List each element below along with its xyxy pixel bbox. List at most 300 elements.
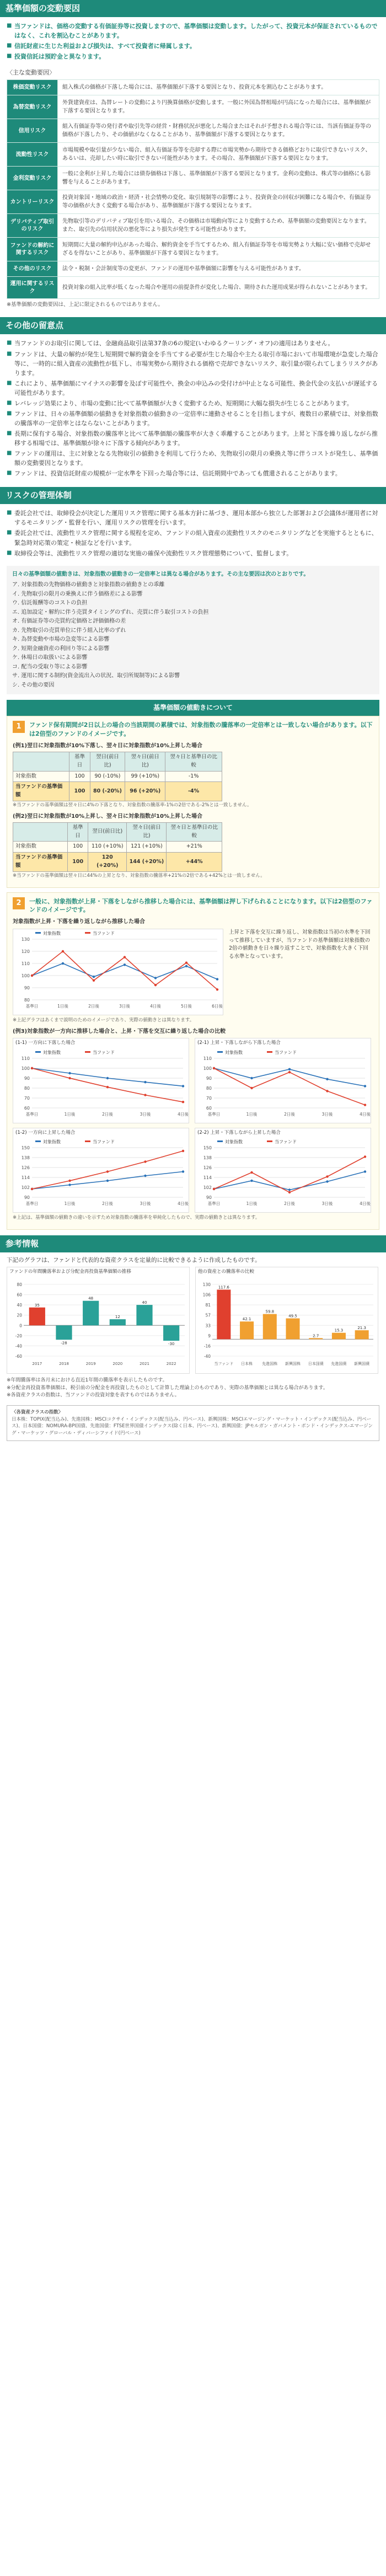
y-tick-label: 80 <box>24 1085 30 1091</box>
bar <box>56 1326 72 1340</box>
bar <box>110 1320 126 1326</box>
data-point <box>326 1090 328 1092</box>
table-cell: 100 <box>69 771 90 782</box>
legend-swatch <box>85 1051 90 1053</box>
data-point <box>185 965 187 967</box>
legend-label: 対象指数 <box>43 1049 61 1055</box>
data-point <box>154 977 157 979</box>
chart-1-2-title: (1-2) 一方向に上昇した場合 <box>15 1129 76 1136</box>
y-tick-label: 90 <box>206 1075 212 1081</box>
source-box <box>7 1405 379 1441</box>
table-header: 翌日(前日比) <box>90 752 125 771</box>
table-row <box>13 771 222 782</box>
chart-main <box>13 929 223 1012</box>
legend-swatch <box>85 932 90 934</box>
risk-name: その他のリスク <box>7 261 58 277</box>
chart-bottom-note: ※上記は、基準価額の値動きの違いを示すため対象指数の騰落率を単純化したもので、実際の値動きとは異なります。 <box>13 1214 260 1220</box>
risk-row <box>7 190 379 214</box>
y-tick-label: 126 <box>203 1165 212 1170</box>
data-point <box>216 988 218 990</box>
data-point <box>62 962 64 965</box>
data-point <box>326 1078 328 1080</box>
risk-name: 信用リスク <box>7 119 58 143</box>
bar <box>83 1301 99 1326</box>
example-3-label: (例3)対象指数が一方向に推移した場合と、上昇・下落を交互に繰り返した場合の比較 <box>13 1028 226 1035</box>
legend-swatch <box>35 1140 41 1142</box>
chart-after-note: ※上記グラフはあくまで説明のためのイメージであり、実際の値動きとは異なります。 <box>13 1017 195 1023</box>
bullet-item: ■ 委託会社では、取締役会が決定した運用リスク管理に関する基本方針に基づき、運用本部から独立した部署および会議体が運用者に対するモニタリング・監督を行い、運用リスクの管理を行います。 <box>7 508 379 527</box>
ref-right-box <box>195 1267 378 1374</box>
table-cell: 100 <box>69 782 90 801</box>
risk-row <box>7 277 379 299</box>
table-row-label: 対象指数 <box>13 842 68 853</box>
x-tick-label: 2日後 <box>284 1111 295 1117</box>
y-tick-label: -40 <box>203 1354 211 1359</box>
data-point <box>182 1085 184 1087</box>
table-cell: -4% <box>165 782 222 801</box>
data-point <box>144 1081 146 1083</box>
table-header-row <box>13 823 222 842</box>
y-tick-label: 110 <box>203 1056 212 1061</box>
data-point <box>250 1086 253 1089</box>
data-point <box>68 1072 71 1074</box>
y-tick-label: 9 <box>208 1333 211 1339</box>
table-header: 翌々日(前日比) <box>127 823 167 842</box>
legend-label: 対象指数 <box>225 1139 243 1144</box>
bar <box>263 1314 277 1340</box>
y-tick-label: 80 <box>17 1282 22 1288</box>
bar <box>163 1326 179 1341</box>
chart-2-1 <box>195 1048 371 1120</box>
case-1-text: ファンド保有期間が2日以上の場合の当該期間の累積では、対象指数の騰落率の一定倍率とは一致しない場合があります。以下は2倍型のファンドのイメージです。 <box>29 721 373 737</box>
bar <box>136 1305 152 1326</box>
risk-table <box>7 79 379 299</box>
series-line <box>32 1068 183 1102</box>
x-tick-label: 日本株 <box>241 1362 253 1367</box>
y-tick-label: 60 <box>17 1292 22 1298</box>
bullet-item: ■ 長期に保有する場合、対象指数の騰落率と比べて基準価額の騰落率が大きく乖離することがあります。上昇と下落を繰り返しながら推移する相場では、基準価額が徐々に下落する傾向があります。 <box>7 429 379 448</box>
reference-intro: 下記のグラフは、ファンドと代表的な資産クラスを定量的に比較できるように作成したものです。 <box>7 1256 261 1263</box>
example-2-label: (例2)翌日に対象指数が10%上昇し、翌々日に対象指数が10%上昇した場合 <box>13 813 202 820</box>
table-header: 翌々日と基準日の比較 <box>167 823 222 842</box>
data-point <box>31 1188 33 1190</box>
table-header-row <box>13 752 222 771</box>
y-tick-label: 40 <box>17 1303 22 1308</box>
bullet-item: ■ ファンドは、大量の解約が発生し短期間で解約資金を手当てする必要が生じた場合や主たる取引市場において市場環境が急変した場合等に、一時的に組入資産の流動性が低下し、市場実勢から期待される価格で売却できないリスク、取引量が限られてしまうリスクがあります。 <box>7 350 379 378</box>
factor-item: シ. その他の要因 <box>12 682 55 688</box>
case-2-box <box>7 892 379 1230</box>
risk-name: 株価変動リスク <box>7 80 58 95</box>
y-tick-label: 138 <box>203 1155 212 1160</box>
x-tick-label: 1日後 <box>64 1111 76 1117</box>
x-tick-label: 基準日 <box>25 1003 39 1009</box>
x-tick-label: 2020 <box>112 1362 123 1367</box>
bullet-item: ■ ファンドは、日々の基準価額の値動きを対象指数の値動きの一定倍率に連動させることを目指しますが、複数日の累積では、対象指数の騰落率の一定倍率とはならないことがあります。 <box>7 409 379 428</box>
y-tick-label: 102 <box>203 1185 212 1190</box>
chart-caption: 対象指数が上昇・下落を繰り返しながら推移した場合 <box>13 919 145 925</box>
data-point <box>106 1170 109 1172</box>
chart-2-2-box <box>195 1128 371 1213</box>
x-tick-label: 4日後 <box>360 1201 371 1206</box>
risk-row <box>7 119 379 143</box>
y-tick-label: 100 <box>203 1065 212 1071</box>
bar <box>309 1338 323 1340</box>
series-line <box>214 1068 365 1086</box>
x-tick-label: 2日後 <box>102 1111 113 1117</box>
chart-2-1-box <box>195 1038 371 1123</box>
bar-value-label: 48 <box>88 1297 94 1302</box>
risk-name: カントリーリスク <box>7 190 58 214</box>
data-point <box>364 1104 366 1106</box>
data-point <box>288 1071 291 1073</box>
y-tick-label: 106 <box>202 1292 211 1298</box>
tracking-factors-list <box>12 581 374 689</box>
x-tick-label: 4日後 <box>360 1111 371 1117</box>
chart-2-1-title: (2-1) 上昇・下落しながら下落した場合 <box>197 1040 281 1046</box>
table-row-label: 対象指数 <box>13 771 69 782</box>
chart-1-2-box <box>13 1128 189 1213</box>
chart-2-2 <box>195 1138 371 1209</box>
data-point <box>124 956 126 958</box>
case-1-number: 1 <box>13 721 25 733</box>
table-cell: +21% <box>167 842 222 853</box>
risk-row <box>7 95 379 119</box>
factor-item: ア. 対象指数の先物価格の値動きと対象指数の値動きとの乖離 <box>12 582 165 588</box>
y-tick-label: 102 <box>21 1185 30 1190</box>
x-tick-label: 2019 <box>85 1362 96 1367</box>
x-tick-label: 基準日 <box>25 1111 39 1117</box>
table-row <box>13 782 222 801</box>
bar-value-label: 15.3 <box>334 1329 344 1333</box>
y-tick-label: 90 <box>24 1075 30 1081</box>
risk-name: ファンドの解約に関するリスク <box>7 238 58 261</box>
y-tick-label: 114 <box>21 1175 30 1180</box>
table-cell: 121 (+10%) <box>127 842 167 853</box>
legend-label: 対象指数 <box>43 1139 61 1144</box>
x-tick-label: 1日後 <box>64 1201 76 1206</box>
data-point <box>62 950 64 952</box>
table-cell: +44% <box>167 853 222 871</box>
x-tick-label: 1日後 <box>246 1111 258 1117</box>
y-tick-label: 90 <box>206 1195 212 1200</box>
data-point <box>213 1188 215 1190</box>
risk-name: 金利変動リスク <box>7 167 58 190</box>
case-2-title <box>13 897 373 915</box>
y-tick-label: 60 <box>206 1105 212 1111</box>
section-title-reference: 参考情報 <box>0 1235 386 1252</box>
y-tick-label: -16 <box>203 1343 211 1349</box>
table-cell: 110 (+10%) <box>88 842 127 853</box>
tracking-factors-head: 日々の基準価額の値動きは、対象指数の値動きの一定倍率とは異なる場合があります。その主な要因は次のとおりです。 <box>12 571 309 577</box>
table-header <box>13 823 68 842</box>
bullet-item: ■ 委託会社では、流動性リスク管理に関する規程を定め、ファンドの組入資産の流動性リスクのモニタリングなどを実施するとともに、緊急時対応策の策定・検証などを行います。 <box>7 528 379 547</box>
x-tick-label: 1日後 <box>246 1201 258 1206</box>
table-row-label: 当ファンドの基準価額 <box>13 782 69 801</box>
chart-1-1-box <box>13 1038 189 1123</box>
risk-name: 為替変動リスク <box>7 95 58 119</box>
y-tick-label: 20 <box>17 1313 22 1319</box>
ref-left-chart <box>7 1277 189 1370</box>
table-header: 翌々日と基準日の比較 <box>165 752 222 771</box>
x-tick-label: 4日後 <box>150 1003 161 1009</box>
risk-row <box>7 167 379 190</box>
risk-row <box>7 80 379 95</box>
reference-note: ※各資産クラスの指数は、当ファンドの投資対象を表すものではありません。 <box>7 1393 180 1399</box>
data-point <box>106 1180 109 1182</box>
data-point <box>250 1180 253 1182</box>
legend-label: 当ファンド <box>275 1139 297 1144</box>
table-header: 基準日 <box>69 752 90 771</box>
bar-value-label: -28 <box>61 1341 67 1346</box>
factor-item: ク. 短期金融資産の利回り等による影響 <box>12 645 110 652</box>
case-1-box <box>7 716 379 888</box>
ref-right-caption: 他の資産との騰落率の比較 <box>198 1269 255 1275</box>
x-tick-label: 先進国株 <box>262 1362 278 1367</box>
data-point <box>250 1077 253 1079</box>
data-point <box>106 1077 109 1079</box>
risk-row <box>7 214 379 238</box>
source-title: 〈各資産クラスの指数〉 <box>12 1409 63 1415</box>
data-point <box>364 1085 366 1087</box>
x-tick-label: 先進国債 <box>331 1362 347 1367</box>
bar-value-label: 35 <box>34 1303 40 1308</box>
bar <box>217 1290 230 1340</box>
x-tick-label: 1日後 <box>57 1003 68 1009</box>
x-tick-label: 基準日 <box>25 1201 39 1206</box>
data-point <box>182 1170 184 1172</box>
bar-value-label: 49.5 <box>288 1314 297 1319</box>
bullet-item: ■ ファンドは、投資信託財産の規模が一定水準を下回った場合等には、信託期間中であっても償還されることがあります。 <box>7 469 379 478</box>
data-point <box>213 1067 215 1069</box>
legend-swatch <box>267 1051 272 1053</box>
bullet-item: ■ ファンドの運用は、主に対象となる先物取引の値動きを利用して行うため、先物取引の限月の乗換え等に伴うコストが発生し、基準価額の変動要因となります。 <box>7 449 379 468</box>
y-tick-label: 0 <box>19 1323 22 1329</box>
section-title-volatility: 基準価額の変動要因 <box>0 0 386 17</box>
factor-item: ウ. 信託報酬等のコストの負担 <box>12 600 88 607</box>
example-1-notes: ※当ファンドの基準価額は翌々日に4%の下落となり、対象指数の騰落率-1%の2倍である-2%とは一致しません。 <box>13 802 252 808</box>
impact-heading: 基準価額の値動きについて <box>7 700 379 716</box>
x-tick-label: 6日後 <box>212 1003 223 1009</box>
table-row <box>13 842 222 853</box>
data-point <box>250 1171 253 1174</box>
chart-2-2-title: (2-2) 上昇・下落しながら上昇した場合 <box>197 1129 281 1136</box>
bar-value-label: 2.7 <box>313 1333 319 1338</box>
y-tick-label: 130 <box>202 1282 211 1288</box>
table-header <box>13 752 69 771</box>
y-tick-label: 81 <box>205 1303 211 1308</box>
table-cell: 144 (+20%) <box>127 853 167 871</box>
risk-mgmt-bullets <box>0 504 386 561</box>
x-tick-label: 4日後 <box>178 1111 189 1117</box>
volatility-footnote: ※基準価額の変動要因は、上記に限定されるものではありません。 <box>7 302 164 308</box>
chart-side-text: 上昇と下落を交互に繰り返し、対象指数は当初の水準を下回って推移していますが、当ファンドの基準価額は対象指数の2倍の値動きを日々繰り返すことで、対象指数を大きく下回る水準となっています。 <box>229 929 371 960</box>
chart-row-main <box>13 929 373 1015</box>
data-point <box>364 1170 366 1172</box>
data-point <box>288 1068 291 1070</box>
bar <box>240 1322 254 1340</box>
risk-subhead: 〈主な変動要因〉 <box>7 69 55 77</box>
series-line <box>32 1151 183 1189</box>
section-title-notes: その他の留意点 <box>0 317 386 334</box>
data-point <box>93 979 95 982</box>
factor-item: エ. 追加設定・解約に伴う売買タイミングのずれ、売買に伴う取引コストの負担 <box>12 609 209 615</box>
y-tick-label: 80 <box>24 997 30 1003</box>
y-tick-label: -20 <box>15 1333 22 1339</box>
factor-item: サ. 運用に関する制約(資金流出入の状況、取引所規制等)による影響 <box>12 673 180 679</box>
table-header: 基準日 <box>68 823 88 842</box>
ref-left-caption: ファンドの年間騰落率および分配金再投資基準価額の推移 <box>9 1269 131 1275</box>
y-tick-label: 150 <box>21 1145 30 1150</box>
table-header: 翌々日(前日比) <box>125 752 165 771</box>
data-point <box>216 978 218 980</box>
risk-desc: 投資対象国・地域の政治・経済・社会情勢の変化、取引規制等の影響により、投資資金の回収が困難になる場合や、有価証券等の価格が大きく変動する場合があり、基準価額が下落する要因となります。 <box>58 190 379 214</box>
x-tick-label: 2017 <box>32 1362 42 1367</box>
data-point <box>144 1094 146 1096</box>
risk-desc: 先物取引等のデリバティブ取引を用いる場合、その価格は市場動向等により変動するため、基準価額の変動要因となります。また、取引先の信用状況の悪化等により損失が発生する可能性があります。 <box>58 214 379 238</box>
risk-name: 流動性リスク <box>7 143 58 167</box>
reference-note: ※年間騰落率は各月末における直近1年間の騰落率を表示したものです。 <box>7 1378 168 1384</box>
x-tick-label: 新興国株 <box>285 1362 301 1367</box>
legend-label: 当ファンド <box>93 1139 115 1144</box>
data-point <box>106 1086 109 1088</box>
bar-value-label: 117.6 <box>218 1285 229 1290</box>
series-line <box>214 1156 365 1192</box>
data-point <box>326 1180 328 1182</box>
x-tick-label: 基準日 <box>207 1201 221 1206</box>
factor-item: ケ. 休場日の取扱いによる影響 <box>12 655 88 661</box>
x-tick-label: 2日後 <box>284 1201 295 1206</box>
table-row-label: 当ファンドの基準価額 <box>13 853 68 871</box>
y-tick-label: 126 <box>21 1165 30 1170</box>
legend-swatch <box>267 1140 272 1142</box>
bar <box>29 1308 45 1326</box>
reference-note: ※分配金再投資基準価額は、税引前の分配金を再投資したものとして計算した理論上のものであり、実際の基準価額とは異なる場合があります。 <box>7 1385 328 1391</box>
x-tick-label: 日本国債 <box>308 1362 324 1367</box>
data-point <box>182 1150 184 1152</box>
data-point <box>144 1175 146 1177</box>
chart-row-b <box>13 1128 373 1213</box>
y-tick-label: 150 <box>203 1145 212 1150</box>
factor-item: カ. 先物取引の売買単位に伴う組入比率のずれ <box>12 627 126 634</box>
data-point <box>364 1155 366 1158</box>
x-tick-label: 新興国債 <box>354 1362 370 1367</box>
table-cell: 90 (-10%) <box>90 771 125 782</box>
y-tick-label: 138 <box>21 1155 30 1160</box>
x-tick-label: 3日後 <box>140 1201 151 1206</box>
chart-1-1-title: (1-1) 一方向に下落した場合 <box>15 1040 76 1046</box>
x-tick-label: 2021 <box>140 1362 149 1367</box>
bar <box>286 1319 299 1340</box>
x-tick-label: 基準日 <box>207 1111 221 1117</box>
bar-value-label: 42.1 <box>242 1317 251 1322</box>
x-tick-label: 2日後 <box>88 1003 99 1009</box>
example-2-notes: ※当ファンドの基準価額は翌々日に44%の上昇となり、対象指数の騰落率+21%の2倍である+42%とは一致しません。 <box>13 872 265 879</box>
legend-label: 当ファンド <box>275 1049 297 1055</box>
data-point <box>185 961 187 963</box>
table-cell: 100 <box>68 853 88 871</box>
risk-desc: 外貨建資産は、為替レートの変動により円換算価格が変動します。一般に外国為替相場が円高になった場合には、基準価額が下落する要因となります。 <box>58 95 379 119</box>
table-cell: -1% <box>165 771 222 782</box>
legend-label: 対象指数 <box>43 930 61 936</box>
x-tick-label: 2022 <box>166 1362 176 1367</box>
risk-desc: 投資対象の組入比率が低くなった場合や運用の前提条件が変化した場合、期待された運用成果が得られないことがあります。 <box>58 277 379 299</box>
table-cell: 120 (+20%) <box>88 853 127 871</box>
risk-row <box>7 238 379 261</box>
legend-swatch <box>85 1140 90 1142</box>
x-tick-label: 2018 <box>59 1362 69 1367</box>
reference-notes <box>0 1374 386 1403</box>
legend-swatch <box>35 932 41 934</box>
y-tick-label: 57 <box>205 1313 211 1319</box>
risk-desc: 市場規模や取引量が少ない場合、組入有価証券等を売却する際に市場実勢から期待できる価格どおりに取引できないリスク、あるいは、売却したい時に取引できない可能性があります。その場合、基準価額が下落する要因となります。 <box>58 143 379 167</box>
table-cell: 99 (+10%) <box>125 771 165 782</box>
chart-1-2 <box>13 1138 189 1209</box>
table-cell: 80 (-20%) <box>90 782 125 801</box>
factor-item: イ. 先物取引の限月の乗換えに伴う価格差による影響 <box>12 591 143 597</box>
table-header: 翌日(前日比) <box>88 823 127 842</box>
chart-row-a <box>13 1038 373 1123</box>
example-2-table <box>13 822 222 872</box>
y-tick-label: 130 <box>21 936 30 942</box>
risk-row <box>7 143 379 167</box>
legend-swatch <box>217 1051 223 1053</box>
y-tick-label: 33 <box>205 1323 211 1329</box>
risk-row <box>7 261 379 277</box>
bullet-item: ■ 信託財産に生じた利益および損失は、すべて投資者に帰属します。 <box>7 41 379 51</box>
data-point <box>31 1067 33 1069</box>
y-tick-label: 90 <box>24 1195 30 1200</box>
y-tick-label: 70 <box>206 1095 212 1101</box>
example-1-label: (例1)翌日に対象指数が10%下落し、翌々日に対象指数が10%上昇した場合 <box>13 742 202 749</box>
data-point <box>68 1183 71 1186</box>
bullet-item: ■ 当ファンドのお取引に関しては、金融商品取引法第37条の6の規定(いわゆるクーリング・オフ)の適用はありません。 <box>7 339 379 348</box>
bar-value-label: 40 <box>142 1300 147 1305</box>
volatility-bullets <box>0 17 386 65</box>
y-tick-label: 120 <box>21 949 30 954</box>
data-point <box>154 984 157 986</box>
bar-value-label: 21.3 <box>357 1326 366 1331</box>
data-point <box>93 976 95 978</box>
y-tick-label: 90 <box>24 985 30 990</box>
case-2-number: 2 <box>13 897 25 909</box>
risk-desc: 法令・税制・会計制度等の変更が、ファンドの運用や基準価額に影響を与える可能性があります。 <box>58 261 379 277</box>
y-tick-label: -40 <box>15 1343 22 1349</box>
x-tick-label: 5日後 <box>181 1003 192 1009</box>
y-tick-label: 110 <box>21 1056 30 1061</box>
bar-value-label: 12 <box>115 1315 120 1320</box>
case-2-text: 一般に、対象指数が上昇・下落をしながら推移した場合には、基準価額は押し下げられることになります。以下は2倍型のファンドのイメージです。 <box>29 897 373 914</box>
legend-swatch <box>217 1140 223 1142</box>
y-tick-label: 70 <box>24 1095 30 1101</box>
y-tick-label: -60 <box>15 1354 22 1359</box>
legend-label: 当ファンド <box>93 1049 115 1055</box>
chart-1-1 <box>13 1048 189 1120</box>
notes-bullets <box>0 334 386 481</box>
source-text: 日本株：TOPIX(配当込み)、先進国株：MSCIコクサイ・インデックス(配当込み、円ベース)、新興国株：MSCIエマージング・マーケット・インデックス(配当込み、円ベース)、日本国債：NOMURA-BPI国債、先進国債：FTSE世界国債インデックス(除く日本、円ベース)、新興国債：JPモルガン・ガバメント・ボンド・インデックス-エマージング・マーケッツ・グローバル・ディバーシファイド(円ベース) <box>12 1416 373 1437</box>
bullet-item: ■ これにより、基準価額にマイナスの影響を及ぼす可能性や、換金の申込みの受付けが中止となる可能性、換金代金の支払いが遅延する可能性があります。 <box>7 379 379 398</box>
bullet-item: ■ 投資信託は預貯金と異なります。 <box>7 52 379 61</box>
risk-desc: 一般に金利が上昇した場合には債券価格は下落し、基準価額が下落する要因となります。金利の変動は、株式等の価格にも影響を与えることがあります。 <box>58 167 379 190</box>
data-point <box>144 1160 146 1163</box>
bar-value-label: -30 <box>168 1342 175 1347</box>
data-point <box>288 1191 291 1193</box>
x-tick-label: 2日後 <box>102 1201 113 1206</box>
risk-name: デリバティブ取引のリスク <box>7 214 58 238</box>
legend-label: 当ファンド <box>93 930 115 936</box>
bar <box>332 1333 346 1340</box>
ref-right-chart <box>196 1277 378 1370</box>
table-row <box>13 853 222 871</box>
